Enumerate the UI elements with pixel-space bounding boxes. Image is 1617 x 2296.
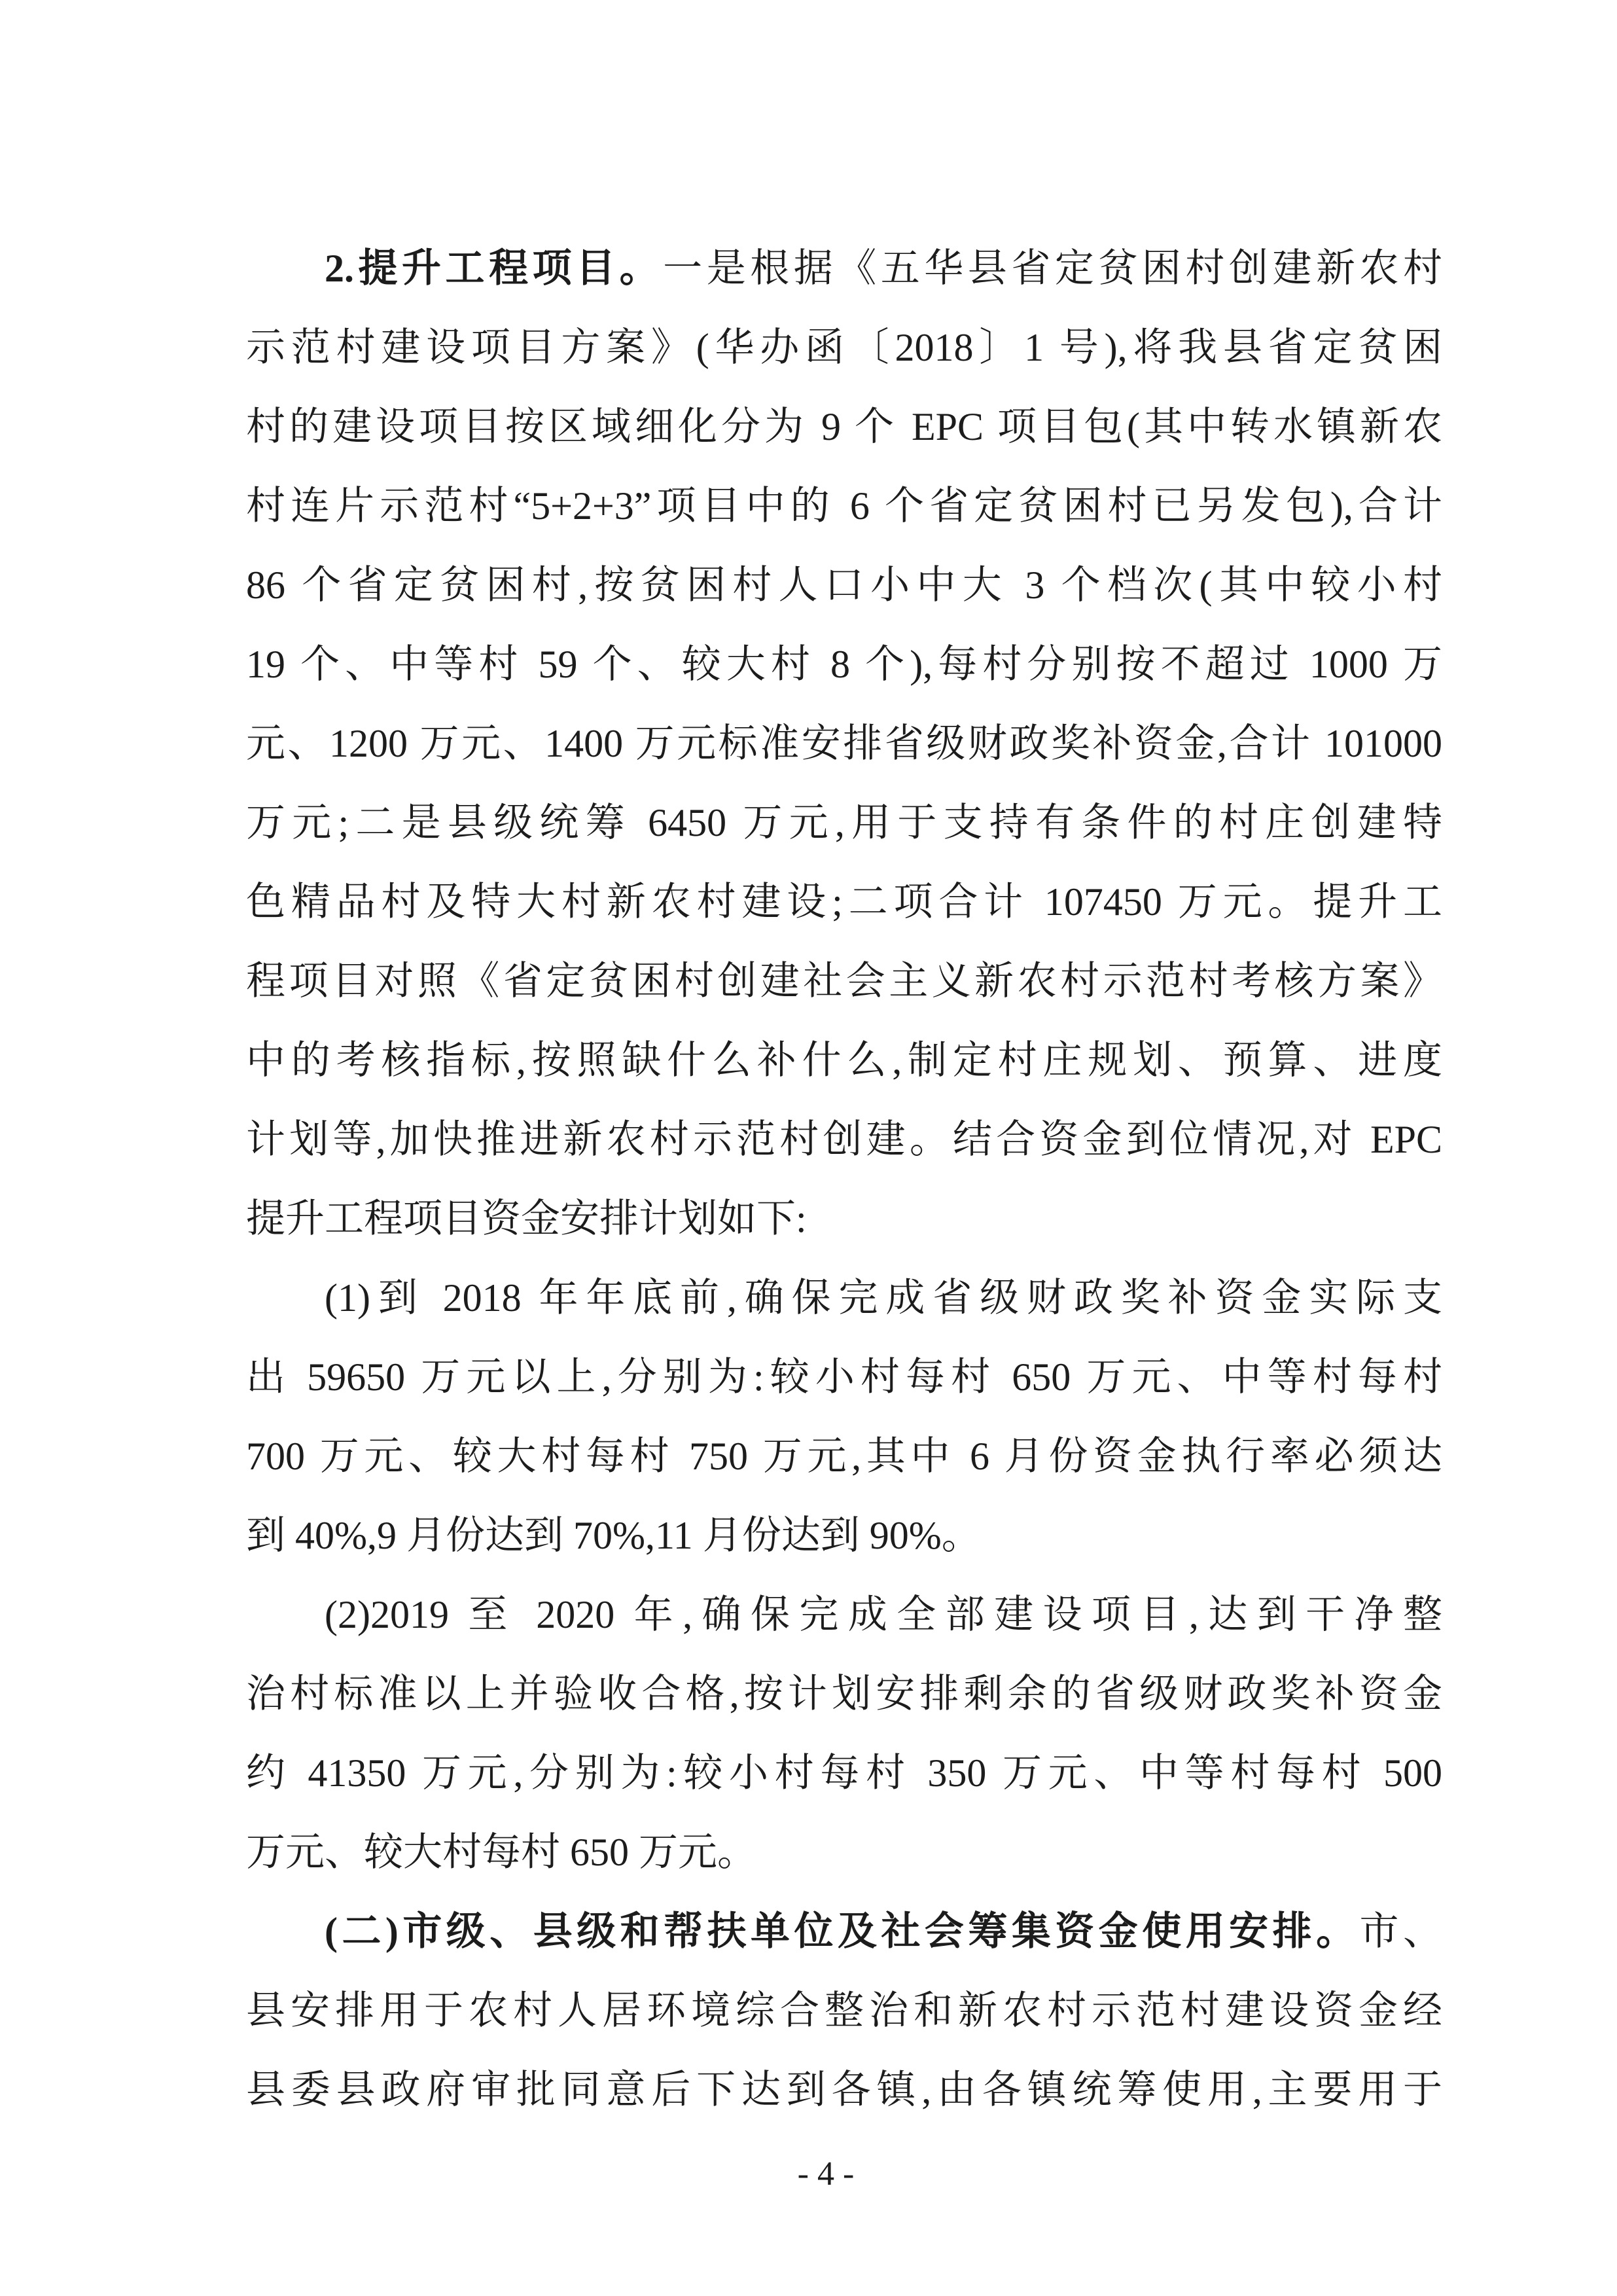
text-line: (2)2019 至 2020 年,确保完成全部建设项目,达到干净整 bbox=[325, 1593, 1442, 1636]
text-line: 中的考核指标,按照缺什么补什么,制定村庄规划、预算、进度 bbox=[246, 1039, 1442, 1082]
text-line bbox=[246, 229, 1442, 308]
body-text bbox=[246, 229, 1442, 2130]
text-line: 19 个、中等村 59 个、较大村 8 个),每村分别按不超过 1000 万 bbox=[246, 643, 1442, 686]
section-heading: (二)市级、县级和帮扶单位及社会筹集资金使用安排。 bbox=[325, 1910, 1360, 1953]
text-line: 86 个省定贫困村,按贫困村人口小中大 3 个档次(其中较小村 bbox=[246, 564, 1442, 607]
text-line: 色精品村及特大村新农村建设;二项合计 107450 万元。提升工 bbox=[246, 880, 1442, 924]
text-line: 出 59650 万元以上,分别为:较小村每村 650 万元、中等村每村 bbox=[246, 1355, 1442, 1399]
page-number: - 4 - bbox=[797, 2155, 855, 2193]
text-line bbox=[246, 1892, 1442, 1971]
text-line: 万元、较大村每村 650 万元。 bbox=[246, 1831, 756, 1874]
text-line: 县委县政府审批同意后下达到各镇,由各镇统筹使用,主要用于 bbox=[246, 2068, 1442, 2111]
text-line: 治村标准以上并验收合格,按计划安排剩余的省级财政奖补资金 bbox=[246, 1672, 1442, 1715]
text-line: 县安排用于农村人居环境综合整治和新农村示范村建设资金经 bbox=[246, 1989, 1442, 2032]
section-heading: 2.提升工程项目。 bbox=[325, 247, 664, 290]
text-line: 万元;二是县级统筹 6450 万元,用于支持有条件的村庄创建特 bbox=[246, 801, 1442, 844]
text-line: 示范村建设项目方案》(华办函〔2018〕1 号),将我县省定贫困 bbox=[246, 326, 1442, 369]
text-line: 计划等,加快推进新农村示范村创建。结合资金到位情况,对 EPC bbox=[246, 1118, 1442, 1161]
text-line: 村连片示范村“5+2+3”项目中的 6 个省定贫困村已另发包),合计 bbox=[246, 484, 1442, 528]
text-line: (1)到 2018 年年底前,确保完成省级财政奖补资金实际支 bbox=[325, 1276, 1442, 1319]
line-text: 市、 bbox=[1359, 1910, 1442, 1953]
text-line: 村的建设项目按区域细化分为 9 个 EPC 项目包(其中转水镇新农 bbox=[246, 405, 1442, 448]
text-line: 到 40%,9 月份达到 70%,11 月份达到 90%。 bbox=[246, 1514, 981, 1557]
text-line: 元、1200 万元、1400 万元标准安排省级财政奖补资金,合计 101000 bbox=[246, 722, 1442, 765]
text-line: 提升工程项目资金安排计划如下: bbox=[246, 1197, 807, 1240]
text-line: 约 41350 万元,分别为:较小村每村 350 万元、中等村每村 500 bbox=[246, 1751, 1442, 1795]
text-line: 700 万元、较大村每村 750 万元,其中 6 月份资金执行率必须达 bbox=[246, 1435, 1442, 1478]
line-text: 一是根据《五华县省定贫困村创建新农村 bbox=[663, 247, 1443, 290]
text-line: 程项目对照《省定贫困村创建社会主义新农村示范村考核方案》 bbox=[246, 960, 1442, 1003]
